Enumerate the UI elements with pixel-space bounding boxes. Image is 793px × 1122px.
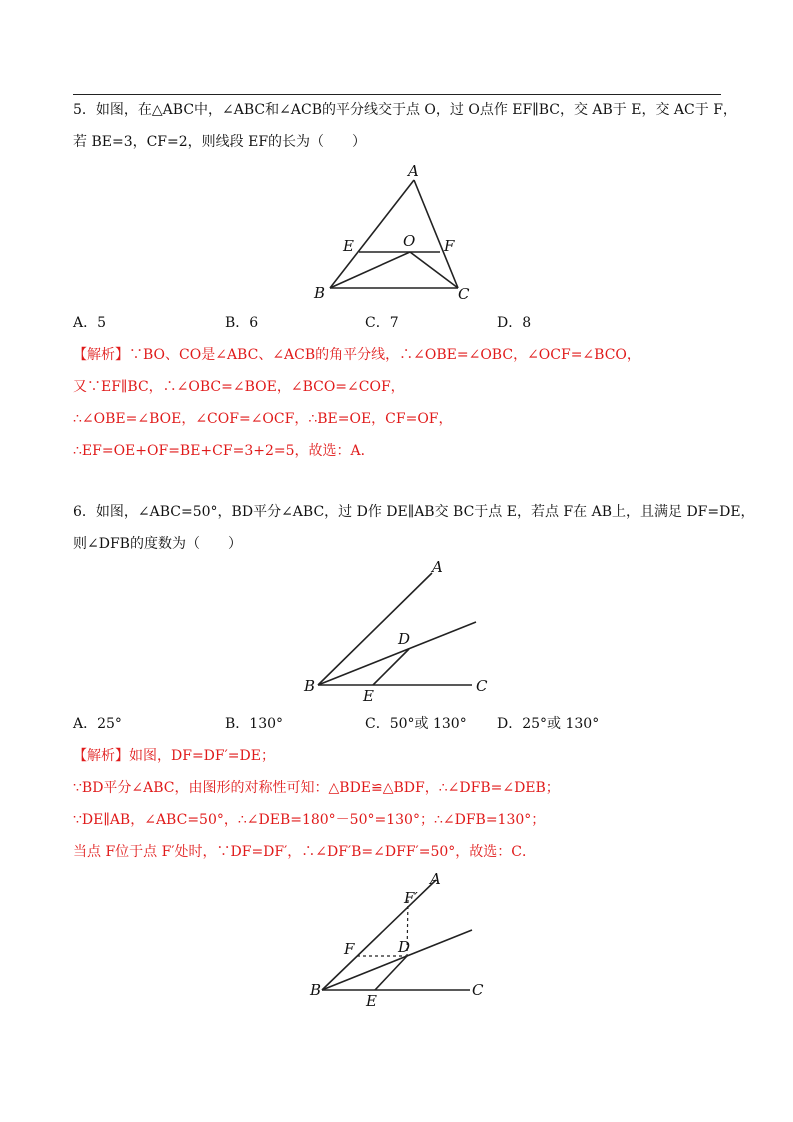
q6-label-c: C <box>476 677 488 695</box>
q5-label-c: C <box>458 285 470 303</box>
q6-label-b: B <box>304 677 316 695</box>
q6-choice-d: D．25°或 130° <box>497 716 600 732</box>
q6-sol-ray-ba <box>322 880 436 990</box>
q6-sol-label-a: A <box>430 870 441 888</box>
q6-analysis-line1: 【解析】如图，DF=DF′=DE； <box>73 748 275 764</box>
q6-sol-label-d: D <box>398 938 411 956</box>
header-rule <box>73 94 721 95</box>
q6-sol-label-e: E <box>366 992 377 1010</box>
q6-label-e: E <box>363 687 374 705</box>
q5-analysis-line3: ∴∠OBE=∠BOE，∠COF=∠OCF，∴BE=OE，CF=OF， <box>73 411 453 427</box>
q5-choice-b: B．6 <box>225 315 259 331</box>
q5-label-f: F <box>444 237 455 255</box>
q6-sol-ray-bd <box>322 930 472 990</box>
q6-sol-label-c: C <box>472 981 484 999</box>
q6-stem-line2: 则∠DFB的度数为（ ） <box>73 536 242 552</box>
q5-stem-line1: 5．如图，在△ABC中，∠ABC和∠ACB的平分线交于点 O，过 O点作 EF∥BC，交 AB于 E，交 AC于 F， <box>73 102 737 118</box>
q5-label-b: B <box>314 284 326 302</box>
q5-side-ab <box>330 180 414 288</box>
q5-analysis-line1: 【解析】∵BO、CO是∠ABC、∠ACB的角平分线，∴∠OBE=∠OBC，∠OCF=∠BCO， <box>73 347 641 363</box>
q6-sol-label-f2: F′ <box>404 889 418 907</box>
q5-choice-c: C．7 <box>365 315 399 331</box>
q6-ray-bd <box>318 622 476 685</box>
q6-choice-a: A．25° <box>73 716 122 732</box>
q5-label-o: O <box>403 232 416 250</box>
q6-analysis-line4: 当点 F位于点 F′处时，∵DF=DF′，∴∠DF′B=∠DFF′=50°，故选：C． <box>73 844 536 860</box>
q6-sol-label-f: F <box>344 940 355 958</box>
q6-sol-segment-de <box>375 956 407 990</box>
q5-triangle-figure <box>300 160 480 305</box>
q6-stem-line1: 6．如图，∠ABC=50°，BD平分∠ABC，过 D作 DE∥AB交 BC于点 E，若点 F在 AB上，且满足 DF=DE， <box>73 504 755 520</box>
q5-choice-d: D．8 <box>497 315 532 331</box>
q5-stem-line2: 若 BE=3，CF=2，则线段 EF的长为（ ） <box>73 134 367 150</box>
q6-solution-figure <box>300 868 500 1010</box>
q6-analysis-line3: ∵DE∥AB，∠ABC=50°，∴∠DEB=180°－50°=130°；∴∠DFB=130°； <box>73 812 546 828</box>
q5-analysis-line4: ∴EF=OE+OF=BE+CF=3+2=5，故选：A． <box>73 443 375 459</box>
q6-label-a: A <box>432 558 443 576</box>
q6-analysis-line2: ∵BD平分∠ABC，由图形的对称性可知：△BDE≌△BDF，∴∠DFB=∠DEB； <box>73 780 560 796</box>
q5-choice-a: A．5 <box>73 315 107 331</box>
q6-label-d: D <box>398 630 411 648</box>
q6-segment-de <box>373 649 409 685</box>
q5-label-e: E <box>343 237 354 255</box>
q6-choice-c: C．50°或 130° <box>365 716 467 732</box>
q6-angle-figure <box>300 560 500 705</box>
q5-analysis-line2: 又∵EF∥BC，∴∠OBC=∠BOE，∠BCO=∠COF， <box>73 379 405 395</box>
q5-label-a: A <box>408 162 419 180</box>
q6-ray-ba <box>318 573 432 685</box>
q6-sol-label-b: B <box>310 981 322 999</box>
q6-choice-b: B．130° <box>225 716 284 732</box>
q5-segment-bo <box>330 252 410 288</box>
